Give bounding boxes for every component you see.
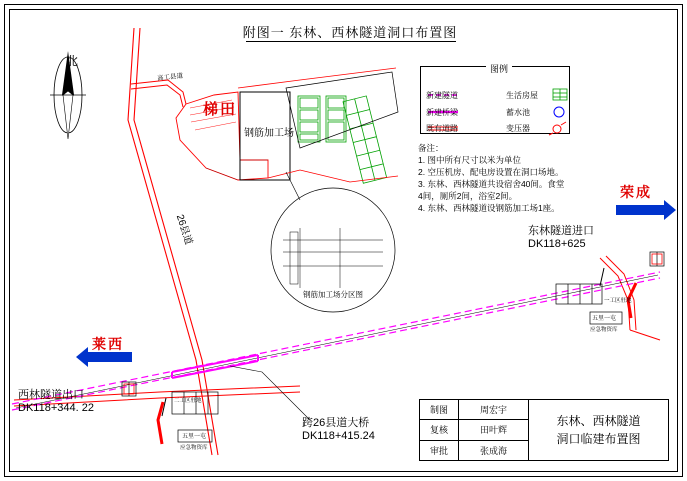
role-name-draft: 周宏宇 [479,405,507,416]
notes-heading: 备注： [418,143,444,153]
note-line-2: 2. 空压机房、配电房设置在洞口场地。 [418,167,564,177]
legend-label-existing-road: 既有道路 [426,124,458,133]
east-portal-name: 东林隧道进口 [528,225,594,237]
legend-label-living-quarters: 生活房屋 [506,91,538,100]
legend-label-transformer: 变压器 [506,124,530,133]
title-block-row [420,420,528,440]
terrace-label: 梯田 [203,101,238,118]
compass-north-label: 北 [66,54,79,68]
role-name-approve: 张成海 [479,445,507,456]
east-portal-mileage: DK118+625 [528,238,586,250]
rebar-yard-label: 钢筋加工场 [244,128,294,139]
legend-label-new-bridge: 新建桥梁 [426,108,458,117]
legend-label-water-tank: 蓄水池 [506,108,530,117]
role-label-approve: 审批 [420,441,459,460]
small-label-wuliyitun-left: 五里一屯 [182,434,207,440]
role-label-draft: 制图 [420,400,459,419]
direction-laixi: 莱西 [92,336,124,352]
project-line-1: 东林、西林隧道 [556,414,641,428]
role-label-check: 复核 [420,420,459,439]
bridge-name: 跨26县道大桥 [302,417,370,429]
bridge-mileage: DK118+415.24 [302,430,375,442]
title-block-row [420,400,528,420]
legend-title: 图例 [486,62,512,75]
west-portal-mileage: DK118+344. 22 [18,402,94,414]
title-block [419,399,669,461]
role-name-check: 田叶辉 [479,425,507,436]
county-road-26-label: 26县道 [173,213,194,247]
title-block-roles [420,400,528,460]
note-line-3: 3. 东林、西林隧道共设宿舍40间。食堂 [418,179,565,189]
page-title: 附图一 东林、西林隧道洞口布置图 [242,25,458,40]
note-line-5: 4. 东林、西林隧道设钢筋加工场1座。 [418,203,560,213]
notes-block [418,142,588,214]
note-line-4: 4间，厕所2间，浴室2间。 [418,191,518,201]
top-road-label: 高工县道 [156,72,184,83]
small-label-zone-1: 一工区驻地 [604,298,632,304]
small-label-emergency-store-left: 应急物资库 [180,445,208,451]
title-block-project [528,400,668,460]
project-line-2: 洞口临建布置图 [556,432,641,446]
direction-rongcheng: 荣成 [620,184,652,200]
small-label-zone-2: 二工区驻地 [174,398,202,404]
title-block-row [420,441,528,460]
small-label-wuliyitun-right: 五里一屯 [592,316,617,322]
small-label-emergency-store-right: 应急物资库 [590,327,618,333]
detail-caption: 钢筋加工场分区图 [303,290,363,299]
note-line-1: 1. 图中所有尺寸以米为单位 [418,155,521,165]
west-portal-name: 西林隧道出口 [18,389,84,401]
legend-label-new-tunnel: 新建隧道 [426,91,458,100]
